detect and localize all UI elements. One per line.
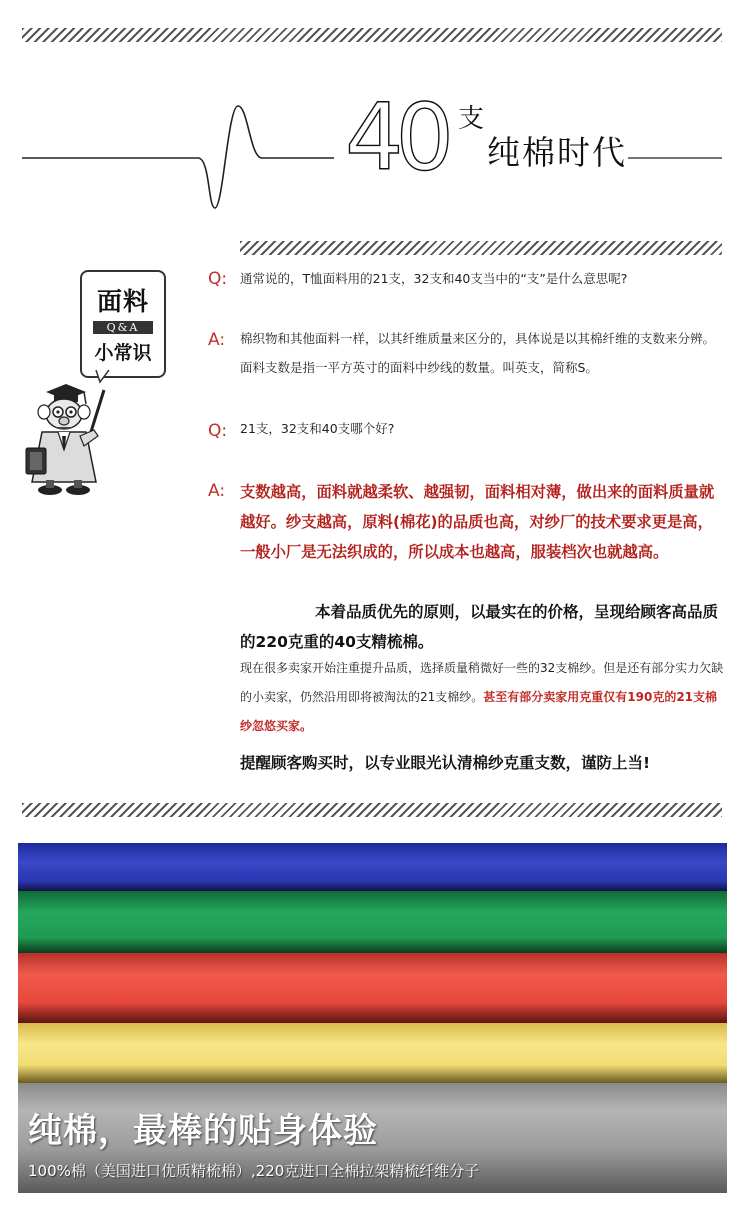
title-unit: 支 [458, 104, 485, 134]
reminder-text: 提醒顾客购买时，以专业眼光认清棉纱克重支数，谨防上当! [240, 754, 651, 772]
fabric-stripe-yellow [18, 1023, 727, 1083]
a1-mark: A: [208, 330, 226, 350]
page-title: 纯棉时代 [487, 133, 627, 172]
answer-1: 棉织物和其他面料一样，以其纤维质量来区分的，具体说是以其棉纤维的支数来分辨。面料支数是指一平方英寸的面料中纱线的数量。叫英支，简称S。 [240, 331, 716, 375]
note-paragraph [240, 654, 724, 741]
a2-mark: A: [208, 481, 226, 501]
fabric-photo [18, 843, 727, 1193]
hatch-divider-bottom [22, 803, 722, 817]
note-red: 甚至有部分卖家用克重仅有190克的21支棉纱忽悠买家。 [240, 690, 718, 733]
q1-mark: Q: [208, 269, 228, 289]
banner-title: 纯棉，最棒的贴身体验 [28, 1111, 378, 1151]
fabric-stripe-blue [18, 843, 727, 891]
q2-mark: Q: [208, 421, 228, 441]
banner-subtitle: 100%棉（美国进口优质精梳棉）,220克进口全棉拉架精梳纤维分子 [28, 1162, 480, 1180]
bubble-title: 面料 [96, 287, 149, 316]
hatch-divider-top [22, 28, 722, 42]
principle-paragraph: 本着品质优先的原则，以最实在的价格，呈现给顾客高品质的220克重的40支精梳棉。 [240, 603, 719, 651]
bubble-subtitle: 小常识 [94, 342, 152, 364]
bubble-qa-label: Q&A [93, 321, 153, 334]
title-number: 40 [345, 84, 447, 191]
note-normal: 现在很多卖家开始注重提升品质，选择质量稍微好一些的32支棉纱。但是还有部分实力欠缺的小卖家，仍然沿用即将被淘汰的21支棉纱。 [240, 661, 724, 704]
answer-2: 支数越高，面料就越柔软、越强韧，面料相对薄，做出来的面料质量就越好。纱支越高，原料(棉花)的品质也高，对纱厂的技术要求更是高，一般小厂是无法织成的，所以成本也越高，服装档次也就越高。 [240, 483, 715, 561]
question-1: 通常说的，T恤面料用的21支，32支和40支当中的“支”是什么意思呢? [240, 271, 628, 286]
fabric-stripe-green [18, 891, 727, 953]
hatch-divider-qa [240, 241, 722, 255]
professor-icon [14, 370, 124, 505]
question-2: 21支，32支和40支哪个好? [240, 421, 395, 436]
speech-bubble [80, 270, 166, 378]
fabric-stripe-red [18, 953, 727, 1023]
